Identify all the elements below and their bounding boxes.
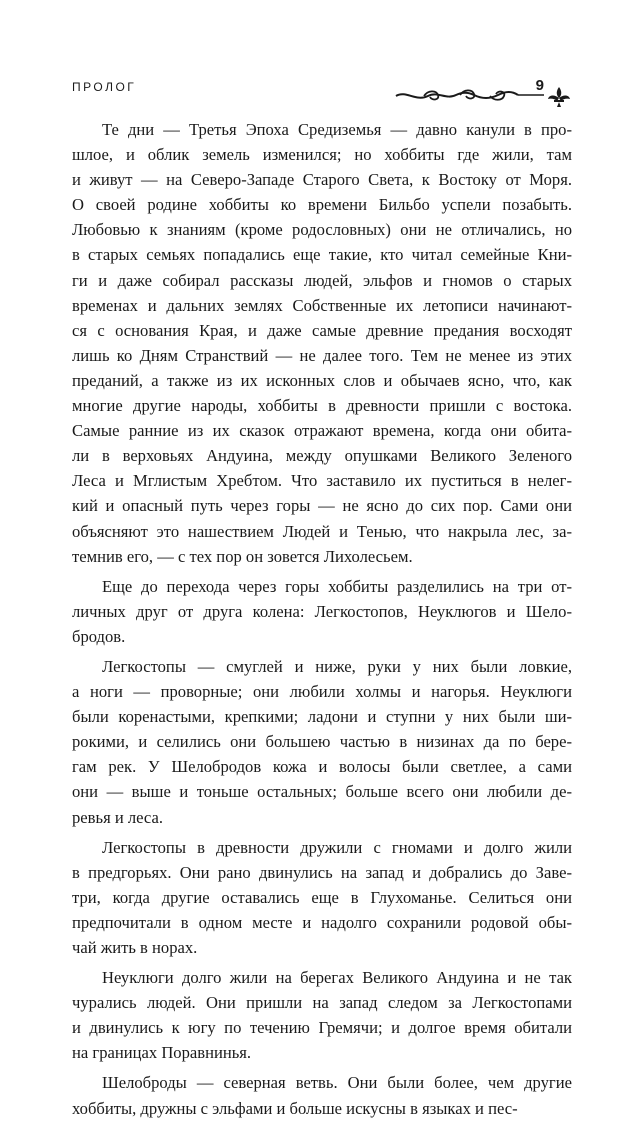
running-head: ПРОЛОГ [72, 80, 137, 94]
text-line: ревья и леса. [72, 807, 164, 827]
text-line: чай жить в норах. [72, 938, 198, 957]
text-line: хоббиты, дружны с эльфами и больше искусны в языках и пес- [72, 1098, 518, 1118]
ornament-flourish-icon [394, 86, 544, 104]
body-text [72, 117, 572, 1121]
text-line: ся с основания Края, и даже самые древние предания восходят [72, 320, 572, 340]
paragraph [72, 117, 572, 569]
text-line: а ноги — проворные; они любили холмы и нагорья. Неуклюги [72, 682, 572, 702]
text-line: личных друг от друга колена: Легкостопов, Неуклюгов и Шело- [72, 601, 572, 621]
text-line: Неуклюги долго жили на берегах Великого Андуина и не так [102, 968, 572, 988]
text-line: и двинулись к югу по течению Гремячи; и долгое время обитали [72, 1018, 572, 1038]
text-line: Легкостопы в древности дружили с гномами и долго жили [102, 837, 572, 857]
text-line: бродов. [72, 626, 126, 646]
text-line: и живут — на Северо-Западе Старого Света, к Востоку от Моря. [72, 170, 572, 190]
text-line: чурались людей. Они пришли на запад следом за Легкостопами [72, 993, 572, 1013]
text-line: они — выше и тоньше остальных; больше всего они любили де- [72, 782, 572, 802]
text-line: три, когда другие оставались еще в Глухоманье. Селиться они [72, 887, 572, 907]
paragraph [72, 574, 572, 649]
text-line: Шелоброды — северная ветвь. Они были более, чем другие [102, 1073, 572, 1093]
text-line: Самые ранние из их сказок отражают времена, когда они обита- [72, 421, 572, 441]
text-line: объясняют это нашествием Людей и Тенью, что накрыла лес, за- [72, 521, 572, 541]
page-number: 9 [535, 77, 544, 94]
paragraph [72, 1070, 572, 1120]
text-line: гам рек. У Шелобродов кожа и волосы были светлее, а сами [72, 757, 572, 777]
text-line: Те дни — Третья Эпоха Средиземья — давно канули в про- [102, 120, 572, 139]
text-line: преданий, а также из их исконных слов и обычаев ясно, что, как [72, 370, 572, 390]
paragraph [72, 965, 572, 1065]
text-line: шлое, и облик земель изменился; но хоббиты где жили, там [72, 145, 572, 165]
page-header [72, 77, 572, 104]
text-line: ли в верховьях Андуина, между опушками Великого Зеленого [72, 446, 572, 466]
text-line: Легкостопы — смуглей и ниже, руки у них были ловкие, [102, 656, 572, 676]
text-line: временах и дальних землях Собственные их летописи начинают- [72, 295, 572, 315]
text-line: предпочитали в одном месте и надолго сохранили родовой обы- [72, 912, 572, 932]
text-line: О своей родине хоббиты ко времени Бильбо успели позабыть. [72, 195, 572, 215]
text-line: на границах Поравнинья. [72, 1043, 252, 1063]
text-line: в предгорьях. Они рано двинулись на запад и добрались до Заве- [72, 862, 572, 882]
text-line: рокими, и селились они большею частью в низинах да по бере- [72, 732, 572, 752]
text-line: кий и опасный путь через горы — не ясно до сих пор. Сами они [72, 496, 572, 516]
text-line: были коренастыми, крепкими; ладони и ступни у них были ши- [72, 707, 572, 727]
text-line: в старых семьях попадались еще такие, кто читал семейные Кни- [72, 245, 572, 265]
fleur-de-lis-icon [546, 86, 572, 108]
text-line: лишь ко Дням Странствий — не далее того. Тем не менее из этих [72, 345, 572, 365]
text-line: Любовью к знаниям (кроме родословных) они не отличались, но [72, 220, 572, 240]
text-line: темнив его, — с тех пор он зовется Лихолесьем. [72, 546, 413, 566]
text-line: ги и даже собирал рассказы людей, эльфов и гномов о старых [72, 270, 572, 290]
text-line: Леса и Мглистым Хребтом. Что заставило их пуститься в нелег- [72, 471, 572, 491]
paragraph [72, 835, 572, 960]
paragraph [72, 654, 572, 830]
text-line: Еще до перехода через горы хоббиты разделились на три от- [102, 576, 572, 596]
text-line: многие другие народы, хоббиты в древности пришли с востока. [72, 396, 572, 416]
